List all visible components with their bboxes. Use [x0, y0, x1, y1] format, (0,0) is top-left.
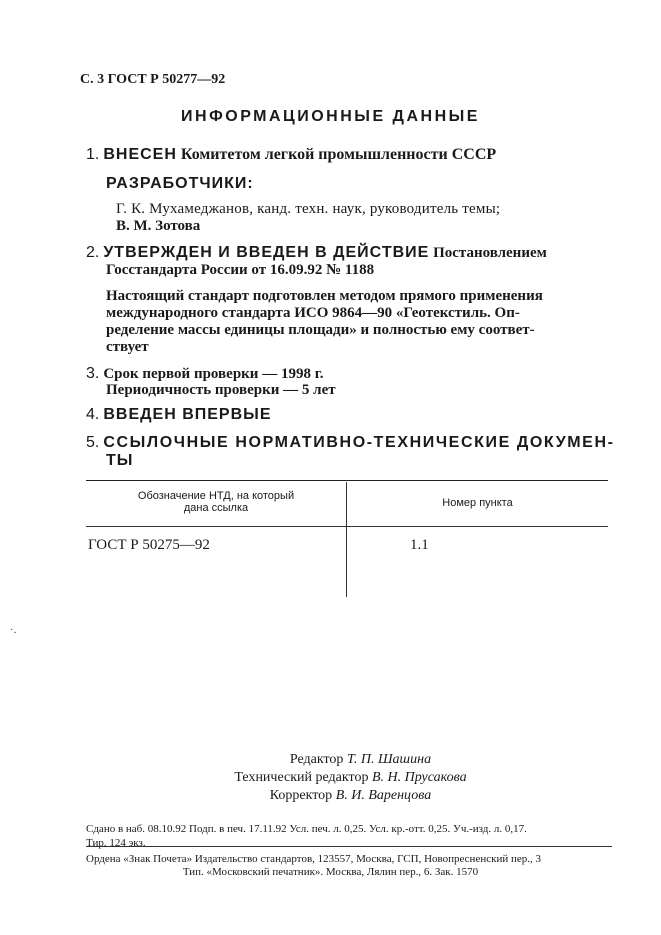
item-5-line-2: ТЫ	[106, 452, 134, 469]
item-2-head: УТВЕРЖДЕН И ВВЕДЕН В ДЕЙСТВИЕ	[103, 244, 430, 261]
item-2	[86, 244, 547, 262]
table-header-ntd-line-2: дана ссылка	[183, 502, 249, 514]
table-row-ntd: ГОСТ Р 50275—92	[88, 537, 210, 553]
imprint-line-4: Тип. «Московский печатник». Москва, Лялин пер., 6. Зак. 1570	[182, 866, 479, 878]
corrector-label: Корректор	[269, 788, 336, 803]
page-header: С. 3 ГОСТ Р 50277—92	[80, 72, 226, 87]
developer-2: В. М. Зотова	[116, 218, 201, 234]
table-body-divider	[346, 527, 347, 597]
editor-name: Т. П. Шашина	[346, 752, 432, 767]
item-3-number: 3.	[86, 365, 100, 382]
item-3	[86, 365, 324, 383]
item-5	[86, 434, 615, 452]
editor-line	[30, 752, 661, 768]
imprint-line-2: Тир. 124 экз.	[86, 837, 146, 849]
item-1-number: 1.	[86, 146, 100, 163]
tech-editor-label: Технический редактор	[234, 770, 372, 785]
item-3-line-1: Срок первой проверки — 1998 г.	[103, 366, 324, 382]
tech-editor-line	[20, 770, 661, 786]
item-4-head: ВВЕДЕН ВПЕРВЫЕ	[103, 406, 272, 423]
note-line-4: ствует	[106, 339, 149, 355]
print-specks: ˙·	[10, 628, 17, 639]
note-line-2: международного стандарта ИСО 9864—90 «Геотекстиль. Оп-	[106, 305, 520, 321]
imprint-line-1: Сдано в наб. 08.10.92 Подп. в печ. 17.11.92 Усл. печ. л. 0,25. Усл. кр.-отт. 0,25. Уч.-изд. л. 0,17.	[86, 823, 527, 835]
table-row-point: 1.1	[410, 537, 429, 553]
corrector-line	[20, 788, 661, 804]
item-4-number: 4.	[86, 406, 100, 423]
page-title: ИНФОРМАЦИОННЫЕ ДАННЫЕ	[181, 108, 480, 125]
item-1-text: Комитетом легкой промышленности СССР	[176, 146, 497, 163]
item-1	[86, 146, 496, 164]
table-header-point: Номер пункта	[442, 497, 513, 509]
corrector-name: В. И. Варенцова	[335, 788, 432, 803]
item-2-text: Постановлением	[429, 245, 547, 261]
table-header-ntd	[86, 490, 346, 514]
developer-1: Г. К. Мухамеджанов, канд. техн. наук, руководитель темы;	[116, 201, 501, 217]
imprint-line-3: Ордена «Знак Почета» Издательство стандартов, 123557, Москва, ГСП, Новопресненский пер., 3	[86, 853, 541, 865]
table-header-ntd-line-1: Обозначение НТД, на который	[137, 490, 295, 502]
item-5-line-1: ССЫЛОЧНЫЕ НОРМАТИВНО-ТЕХНИЧЕСКИЕ ДОКУМЕН-	[103, 434, 615, 451]
item-2-line-2: Госстандарта России от 16.09.92 № 1188	[106, 262, 375, 278]
table-header-rule	[86, 526, 608, 527]
editor-label: Редактор	[289, 752, 347, 767]
item-4	[86, 406, 271, 424]
item-3-line-2: Периодичность проверки — 5 лет	[106, 382, 336, 398]
developers-heading: РАЗРАБОТЧИКИ:	[106, 175, 254, 192]
note-line-1: Настоящий стандарт подготовлен методом прямого применения	[106, 288, 543, 304]
item-5-number: 5.	[86, 434, 100, 451]
tech-editor-name: В. Н. Прусакова	[371, 770, 467, 785]
item-1-head: ВНЕСЕН	[103, 146, 177, 163]
item-2-number: 2.	[86, 244, 100, 261]
note-line-3: ределение массы единицы площади» и полностью ему соответ-	[106, 322, 535, 338]
table-top-rule	[86, 480, 608, 481]
imprint-rule	[86, 846, 612, 847]
